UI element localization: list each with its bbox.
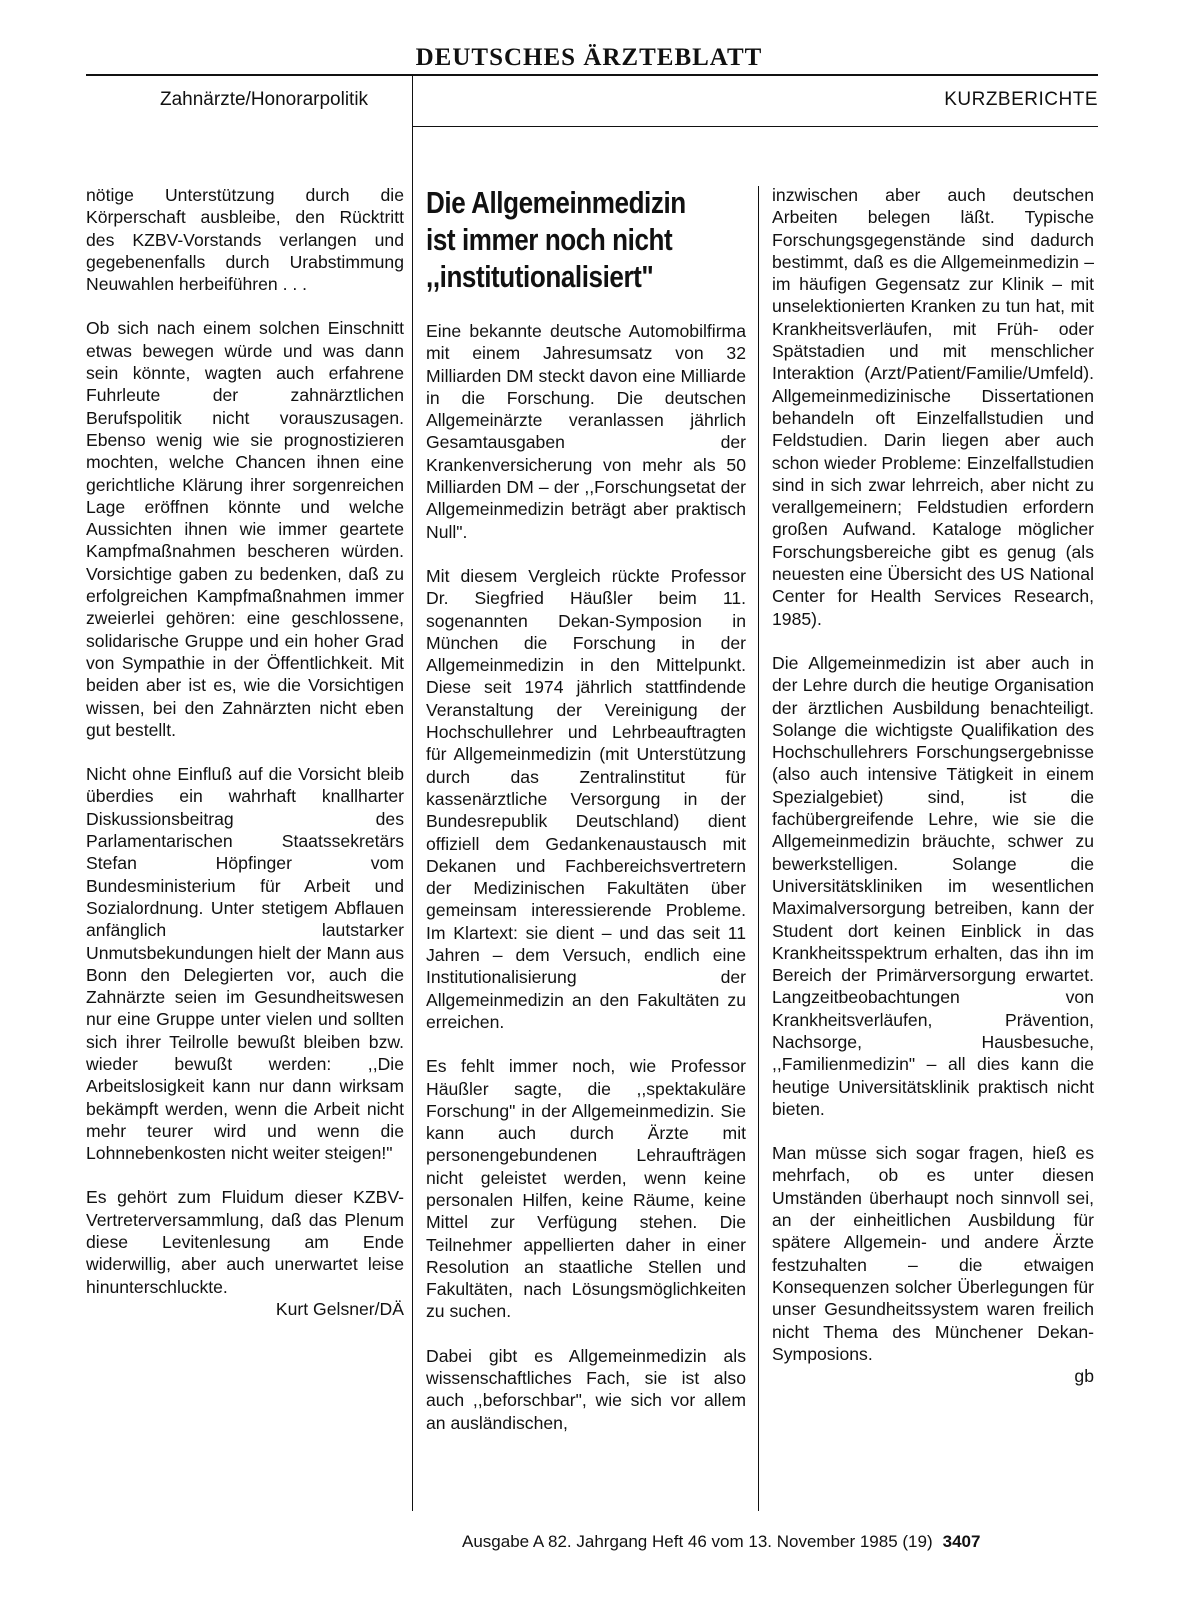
author-row — [772, 1365, 1094, 1387]
header-divider — [412, 76, 413, 130]
paragraph: nötige Unterstützung durch die Körperschaft ausbleibe, den Rücktritt des KZBV-Vorstands verlangen und gegebenenfalls durch Urabstimmung Neuwahlen herbeiführen . . . — [86, 185, 404, 295]
paragraph: Die Allgemeinmedizin ist aber auch in der Lehre durch die heutige Organisation der ärztlichen Ausbildung benachteiligt. Solange die wichtigste Qualifikation des Hochschullehrers Forschungsergebnisse (also auch intensive Tätigkeit in einem Spezialgebiet) sind, ist die fachübergreifende Lehre, wie sie die Allgemeinmedizin bräuchte, schwer zu bewerkstelligen. Solange die Universitätskliniken im wesentlichen Maximalversorgung betreiben, kann der Student dort keinen Einblick in das Krankheitsspektrum erhalten, das ihn im Bereich der Primärversorgung erwartet. Langzeitbeobachtungen von Krankheitsverläufen, Prävention, Nachsorge, Hausbesuche, ,,Familienmedizin" – all dies kann die heutige Universitätsklinik praktisch nicht bieten. — [772, 652, 1094, 1119]
page-number: 3407 — [942, 1532, 981, 1551]
paragraph: Dabei gibt es Allgemeinmedizin als wissenschaftliches Fach, sie ist also auch ,,beforschbar", wie sich vor allem an ausländischen, — [426, 1345, 746, 1433]
article-headline: Die Allgemeinmedizin ist immer noch nicht ,,institutionalisiert" — [426, 185, 686, 294]
column-1 — [86, 184, 404, 1342]
section-rubric-left: Zahnärzte/Honorarpolitik — [160, 89, 369, 110]
page-footer — [462, 1532, 980, 1552]
author-signature: gb — [1074, 1366, 1094, 1387]
header-rule — [86, 74, 1098, 76]
masthead: DEUTSCHES ÄRZTEBLATT — [415, 44, 763, 71]
author-row — [86, 1298, 404, 1320]
column-divider-2 — [758, 186, 759, 1511]
paragraph-text: Es gehört zum Fluidum dieser KZBV-Vertreterversammlung, daß das Plenum diese Levitenlesung am Ende widerwillig, aber auch unerwartet leise hinunterschluckte. — [86, 1187, 404, 1297]
edition-info: Ausgabe A 82. Jahrgang Heft 46 vom 13. November 1985 (19) — [462, 1532, 933, 1551]
column-2 — [426, 320, 746, 1456]
paragraph — [86, 1186, 404, 1320]
paragraph-text: Man müsse sich sogar fragen, hieß es mehrfach, ob es unter diesen Umständen überhaupt noch sinnvoll sei, an der einheitlichen Ausbildung für spätere Allgemein- und andere Ärzte festzuhalten – die etwaigen Konsequenzen solcher Überlegungen für unser Gesundheitssystem waren freilich nicht Thema des Münchener Dekan-Symposions. — [772, 1143, 1094, 1364]
paragraph: Eine bekannte deutsche Automobilfirma mit einem Jahresumsatz von 32 Milliarden DM steckt davon eine Milliarde in die Forschung. Die deutschen Allgemeinärzte veranlassen jährlich Gesamtausgaben der Krankenversicherung von mehr als 50 Milliarden DM – der ,,Forschungsetat der Allgemeinmedizin beträgt aber praktisch Null". — [426, 321, 746, 542]
paragraph: Nicht ohne Einfluß auf die Vorsicht bleib überdies ein wahrhaft knallharter Diskussionsbeitrag des Parlamentarischen Staatssekretärs Stefan Höpfinger vom Bundesministerium für Arbeit und Sozialordnung. Unter stetigem Abflauen anfänglich lautstarker Unmutsbekundungen hielt der Mann aus Bonn den Delegierten vor, auch die Zahnärzte seien im Gesundheitswesen nur eine Gruppe unter vielen und sollten sich ihrer Teilrolle bewußt bleiben bzw. wieder bewußt werden: ,,Die Arbeitslosigkeit kann nur dann wirksam bekämpft werden, wenn die Arbeit nicht mehr teurer wird und wenn die Lohnnebenkosten nicht weiter steigen!" — [86, 764, 404, 1164]
paragraph: inzwischen aber auch deutschen Arbeiten belegen läßt. Typische Forschungsgegenstände sind dadurch bestimmt, daß es die Allgemeinmedizin – im häufigen Gegensatz zur Klinik – mit unselektionierten Kranken zu tun hat, mit Krankheitsverläufen, mit Früh- oder Spätstadien und mit menschlicher Interaktion (Arzt/Patient/Familie/Umfeld). Allgemeinmedizinische Dissertationen behandeln oft Einzelfallstudien und Feldstudien. Darin liegen aber auch schon wieder Probleme: Einzelfallstudien sind in sich zwar lehrreich, aber nicht zu verallgemeinern; Feldstudien erfordern großen Aufwand. Kataloge möglicher Forschungsbereiche gibt es genug (als neuesten eine Übersicht des US National Center for Health Services Research, 1985). — [772, 185, 1094, 629]
column-divider-1 — [412, 126, 413, 1511]
paragraph: Ob sich nach einem solchen Einschnitt etwas bewegen würde und was dann sein könnte, wagten auch erfahrene Fuhrleute der zahnärztlichen Berufspolitik nicht vorauszusagen. Ebenso wenig wie sie prognostizieren mochten, welche Chancen ihnen eine gerichtliche Klärung ihrer sorgenreichen Lage eröffnen könnte und welche Aussichten ihnen wie immer geartete Kampfmaßnahmen bescheren würden. Vorsichtige gaben zu bedenken, daß zu erfolgreichen Kampfmaßnahmen immer zweierlei gehören: eine geschlossene, solidarische Gruppe und ein hoher Grad von Sympathie in der Öffentlichkeit. Mit beiden aber ist es, wie die Vorsichtigen wissen, bei den Zahnärzten nicht eben gut bestellt. — [86, 318, 404, 740]
paragraph: Es fehlt immer noch, wie Professor Häußler sagte, die ,,spektakuläre Forschung" in der Allgemeinmedizin. Sie kann auch durch Ärzte mit personengebundenen Lehraufträgen nicht geleistet werden, wenn keine personalen Hilfen, keine Räume, keine Mittel zur Verfügung stehen. Die Teilnehmer appellierten daher in einer Resolution an staatliche Stellen und Fakultäten, nach Lösungsmöglichkeiten zu suchen. — [426, 1056, 746, 1322]
paragraph — [772, 1142, 1094, 1387]
section-rubric-right: KURZBERICHTE — [944, 89, 1098, 110]
author-signature: Kurt Gelsner/DÄ — [275, 1298, 404, 1319]
header-underline — [412, 126, 1098, 127]
column-3 — [772, 184, 1094, 1409]
paragraph: Mit diesem Vergleich rückte Professor Dr. Siegfried Häußler beim 11. sogenannten Dekan-Symposion in München die Forschung in der Allgemeinmedizin in den Mittelpunkt. Diese seit 1974 jährlich stattfindende Veranstaltung der Vereinigung der Hochschullehrer und Lehrbeauftragten für Allgemeinmedizin (mit Unterstützung durch das Zentralinstitut für kassenärztliche Versorgung in der Bundesrepublik Deutschland) dient offiziell dem Gedankenaustausch mit Dekanen und Fachbereichsvertretern der Medizinischen Fakultäten über gemeinsam interessierende Probleme. Im Klartext: sie dient – und das seit 11 Jahren – dem Versuch, endlich eine Institutionalisierung der Allgemeinmedizin an den Fakultäten zu erreichen. — [426, 565, 746, 1032]
